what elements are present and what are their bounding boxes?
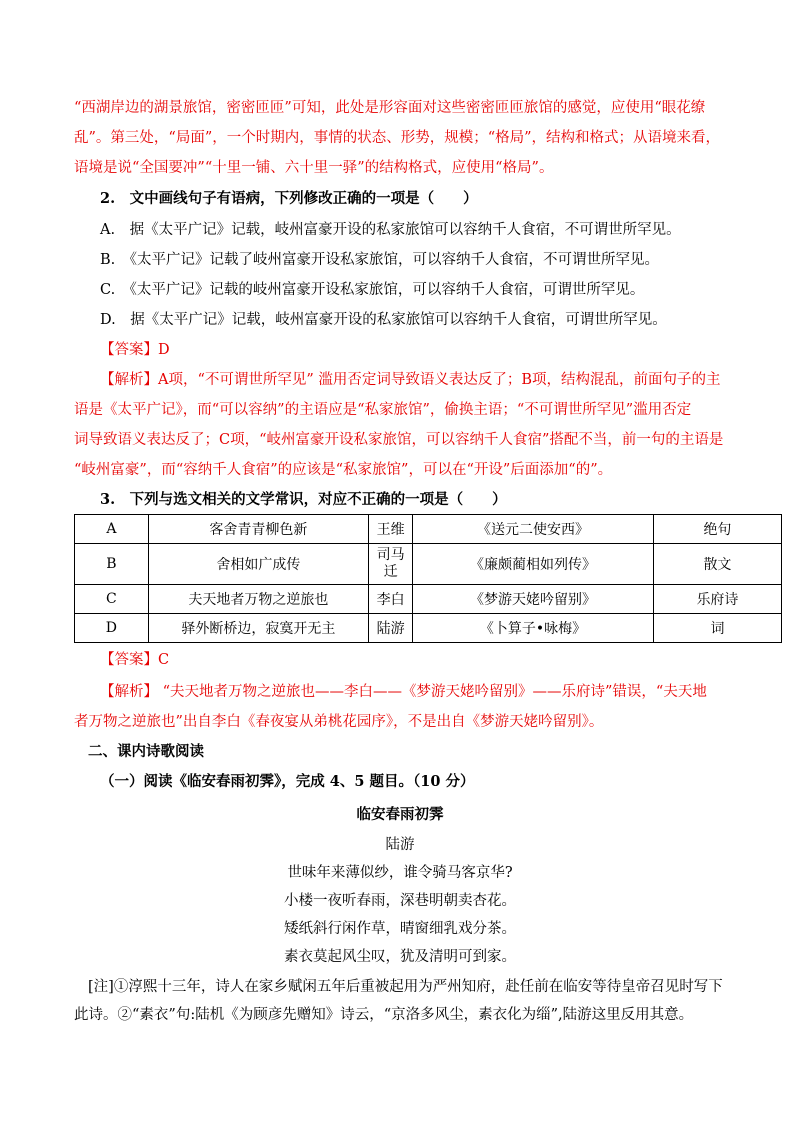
explanation-line: 乱”。第三处，“局面”，一个时期内，事情的状态、形势，规模；“格局”，结构和格式；从语境来看，: [74, 130, 721, 146]
row-genre: 绝句: [653, 515, 781, 544]
row-letter: C: [75, 585, 149, 614]
row-letter: A: [75, 515, 149, 544]
note-line: [注]①淳熙十三年，诗人在家乡赋闲五年后重被起用为严州知府，赴任前在临安等待皇帝召见时写下: [88, 979, 723, 995]
row-work: 驿外断桥边，寂寞开无主: [148, 614, 368, 643]
poem-line: 矮纸斜行闲作草，晴窗细乳戏分茶。: [284, 921, 516, 937]
poem-line: 小楼一夜听春雨，深巷明朝卖杏花。: [284, 893, 516, 909]
row-title: 《卜算子•咏梅》: [413, 614, 654, 643]
q2-option-b: B. 《太平广记》记载了岐州富豪开设私家旅馆，可以容纳千人食宿，不可谓世所罕见。: [100, 252, 660, 268]
literature-table: [74, 514, 782, 643]
row-author: 王维: [369, 515, 413, 544]
table-row: [75, 585, 782, 614]
q2-option-c: C. 《太平广记》记载的岐州富豪开设私家旅馆，可以容纳千人食宿，可谓世所罕见。: [100, 282, 645, 298]
q2-analysis-line: 语是《太平广记》，而“可以容纳”的主语应是“私家旅馆”，偷换主语；“不可谓世所罕见”滥用否定: [74, 402, 692, 418]
table-row: [75, 614, 782, 643]
q3-analysis-line: 者万物之逆旅也”出自李白《春夜宴从弟桃花园序》，不是出自《梦游天姥吟留别》。: [74, 714, 604, 730]
section-subheading: （一）阅读《临安春雨初霁》，完成 4、5 题目。（10 分）: [100, 773, 475, 790]
q3-analysis-line: 【解析】 “夫天地者万物之逆旅也——李白——《梦游天姥吟留别》——乐府诗”错误，“夫天地: [100, 684, 707, 700]
q2-analysis-line: “岐州富豪”，而“容纳千人食宿”的应该是“私家旅馆”，可以在“开设”后面添加“的”。: [74, 462, 613, 478]
row-work: 舍相如广成传: [148, 544, 368, 585]
question-3-stem: 3. 下列与选文相关的文学常识，对应不正确的一项是（ ）: [100, 491, 507, 508]
note-line: 此诗。②“素衣”句:陆机《为顾彦先赠知》诗云，“京洛多风尘，素衣化为缁”,陆游这里反用其意。: [74, 1007, 694, 1023]
row-letter: B: [75, 544, 149, 585]
row-title: 《梦游天姥吟留别》: [413, 585, 654, 614]
row-title: 《廉颇蔺相如列传》: [413, 544, 654, 585]
poem-line: 素衣莫起风尘叹，犹及清明可到家。: [284, 949, 516, 965]
poem-author: 陆游: [385, 837, 415, 853]
q3-answer: 【答案】C: [100, 652, 170, 668]
table-row: [75, 544, 782, 585]
q2-option-a: A. 据《太平广记》记载，岐州富豪开设的私家旅馆可以容纳千人食宿，不可谓世所罕见。: [100, 222, 681, 238]
row-work: 夫天地者万物之逆旅也: [148, 585, 368, 614]
row-letter: D: [75, 614, 149, 643]
q2-option-d: D. 据《太平广记》记载，岐州富豪开设的私家旅馆可以容纳千人食宿，可谓世所罕见。: [100, 312, 667, 328]
poem-line: 世味年来薄似纱，谁令骑马客京华?: [287, 865, 513, 881]
poem-title: 临安春雨初霁: [356, 806, 444, 823]
section-heading: 二、课内诗歌阅读: [88, 743, 204, 760]
row-genre: 词: [653, 614, 781, 643]
row-genre: 散文: [653, 544, 781, 585]
q2-answer: 【答案】D: [100, 342, 170, 358]
explanation-line: “西湖岸边的湖景旅馆，密密匝匝”可知，此处是形容面对这些密密匝匝旅馆的感觉，应使用“眼花缭: [74, 100, 706, 116]
row-author: 陆游: [369, 614, 413, 643]
row-title: 《送元二使安西》: [413, 515, 654, 544]
q2-analysis-line: 词导致语义表达反了；C项，“岐州富豪开设私家旅馆，可以容纳千人食宿”搭配不当，前一句的主语是: [74, 432, 724, 448]
explanation-line: 语境是说“全国要冲”“十里一铺、六十里一驿”的结构格式，应使用“格局”。: [74, 160, 554, 176]
row-author: 司马迁: [369, 544, 413, 585]
q2-analysis-line: 【解析】A项，“不可谓世所罕见” 滥用否定词导致语义表达反了；B项，结构混乱，前面句子的主: [100, 372, 721, 388]
row-author: 李白: [369, 585, 413, 614]
table-row: [75, 515, 782, 544]
question-2-stem: 2. 文中画线句子有语病，下列修改正确的一项是（ ）: [100, 190, 478, 207]
row-work: 客舍青青柳色新: [148, 515, 368, 544]
row-genre: 乐府诗: [653, 585, 781, 614]
